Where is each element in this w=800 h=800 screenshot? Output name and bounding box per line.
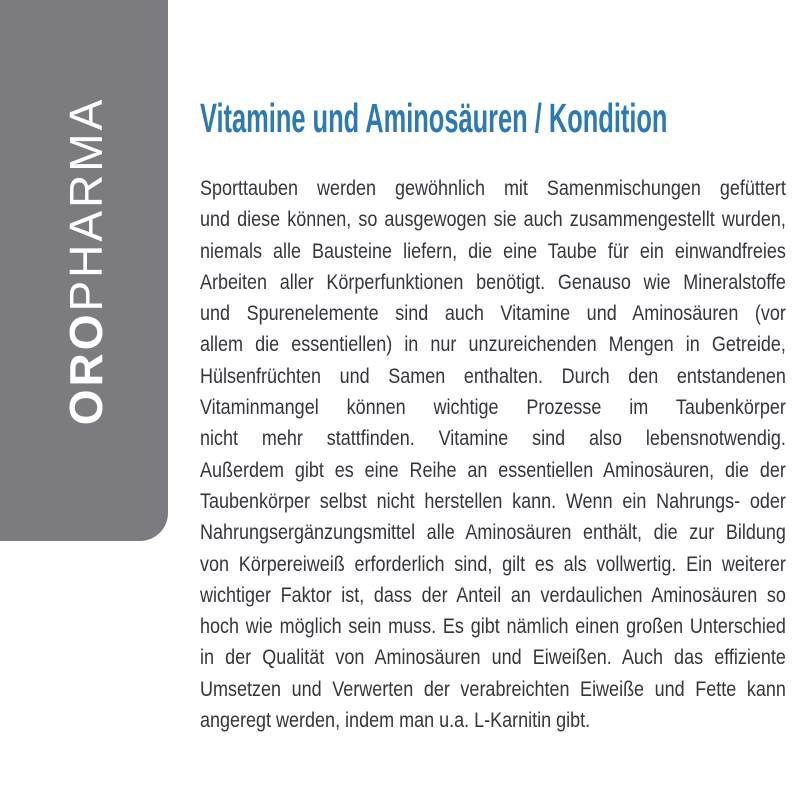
paragraph-line: nicht mehr stattfinden. Vitamine sind also lebensnotwendig. xyxy=(200,426,786,451)
paragraph-line: angeregt werden, indem man u.a. L-Karnitin gibt. xyxy=(200,708,591,733)
article-title: Vitamine und Aminosäuren / Kondition xyxy=(200,95,668,141)
paragraph-line: Nahrungsergänzungsmittel alle Aminosäuren enthält, die zur Bildung xyxy=(200,520,786,545)
paragraph-line: von Körpereiweiß erforderlich sind, gilt es als vollwertig. Ein weiterer xyxy=(200,551,786,576)
brand-panel xyxy=(0,0,168,541)
paragraph-line: wichtiger Faktor ist, dass der Anteil an verdaulichen Aminosäuren so xyxy=(200,582,786,607)
paragraph-line: Sporttauben werden gewöhnlich mit Samenmischungen gefüttert xyxy=(200,176,786,200)
paragraph-line: Vitaminmangel können wichtige Prozesse im Taubenkörper xyxy=(200,395,786,420)
paragraph-line: allem die essentiellen) in nur unzureichenden Mengen in Getreide, xyxy=(200,332,786,357)
brand-logo-pharma: PHARMA xyxy=(60,96,112,312)
paragraph-line: Umsetzen und Verwerten der verabreichten Eiweiße und Fette kann xyxy=(200,676,786,701)
paragraph-line: Hülsenfrüchten und Samen enthalten. Durch den entstandenen xyxy=(200,363,786,388)
paragraph-line: Außerdem gibt es eine Reihe an essentiellen Aminosäuren, die der xyxy=(200,457,786,482)
paragraph-line: hoch wie möglich sein muss. Es gibt nämlich einen großen Unterschied xyxy=(200,614,786,639)
paragraph-line: Arbeiten aller Körperfunktionen benötigt. Genauso wie Mineralstoffe xyxy=(200,269,786,294)
brand-logo-vertical xyxy=(60,96,112,426)
paragraph-line: Taubenkörper selbst nicht herstellen kann. Wenn ein Nahrungs- oder xyxy=(200,488,786,513)
paragraph-line: und diese können, so ausgewogen sie auch zusammengestellt wurden, xyxy=(200,207,786,232)
paragraph-line: und Spurenelemente sind auch Vitamine und Aminosäuren (vor xyxy=(200,301,786,326)
paragraph-line: in der Qualität von Aminosäuren und Eiweißen. Auch das effiziente xyxy=(200,645,786,670)
paragraph-line: niemals alle Bausteine liefern, die eine Taube für ein einwandfreies xyxy=(200,238,786,263)
article-paragraph xyxy=(200,173,786,736)
brand-logo-oro: ORO xyxy=(60,311,112,426)
